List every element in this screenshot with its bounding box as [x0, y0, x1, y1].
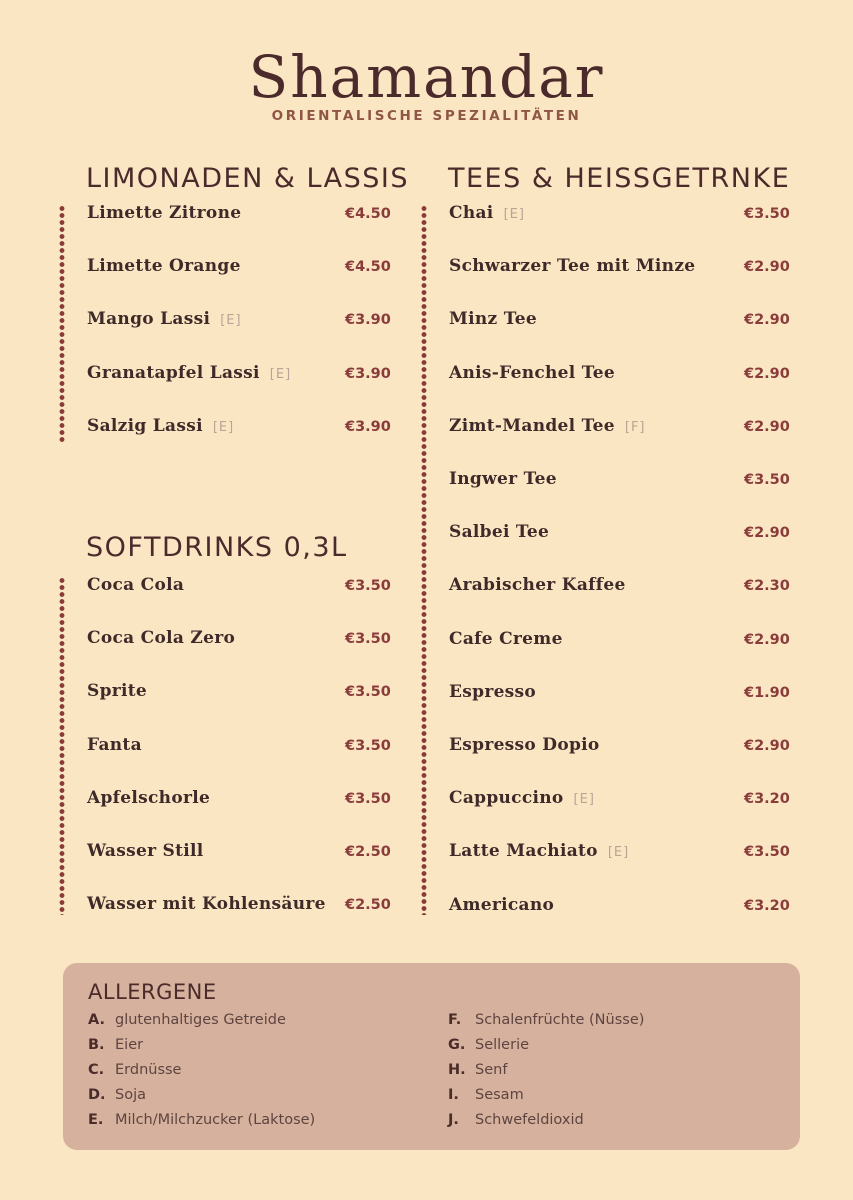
menu-item [87, 256, 241, 280]
section-title-teas: TEES & HEISSGETRNKE [448, 163, 791, 194]
allergen-label: Schalenfrüchte (Nüsse) [475, 1012, 645, 1028]
allergen-tag: [E] [212, 419, 235, 435]
menu-item [449, 575, 626, 599]
allergen-entry [88, 1062, 181, 1082]
menu-item-name: Chai [449, 203, 494, 223]
allergen-tag: [E] [503, 207, 525, 222]
menu-item [449, 309, 537, 333]
brand-header [0, 44, 853, 124]
allergen-tag: [E] [220, 313, 242, 329]
menu-item [87, 203, 241, 227]
allergen-label: Sellerie [475, 1037, 530, 1053]
section-title-lemonades: LIMONADEN & LASSIS [86, 163, 409, 194]
brand-tagline: ORIENTALISCHE SPEZIALITÄTEN [271, 108, 582, 124]
menu-item [87, 841, 204, 865]
menu-item-name: Arabischer Kaffee [449, 575, 626, 596]
menu-item [449, 203, 525, 227]
menu-item-name: Latte Machiato [449, 841, 598, 862]
menu-item-name: Apfelschorle [87, 787, 211, 808]
allergen-code: G. [448, 1037, 466, 1053]
allergen-label: Erdnüsse [115, 1062, 182, 1078]
menu-item-price: €3.50 [345, 684, 391, 701]
allergen-entry [88, 1012, 286, 1032]
menu-item [449, 363, 615, 387]
menu-item-price: €2.90 [744, 631, 790, 648]
menu-item [87, 628, 235, 652]
allergen-tag: [E] [269, 366, 292, 382]
menu-item [449, 788, 595, 812]
menu-item-name: Americano [449, 894, 555, 915]
menu-item-name: Anis-Fenchel Tee [449, 362, 615, 383]
section-title-softdrinks: SOFTDRINKS 0,3L [86, 532, 348, 563]
menu-item [87, 788, 210, 812]
allergen-entry [88, 1037, 143, 1057]
menu-item [87, 894, 326, 918]
dotted-divider [57, 205, 67, 442]
menu-item-price: €3.20 [744, 897, 790, 914]
menu-item [449, 895, 554, 919]
menu-item-name: Cafe Creme [449, 628, 563, 649]
menu-item-name: Ingwer Tee [449, 469, 557, 489]
allergen-label: glutenhaltiges Getreide [115, 1012, 286, 1028]
menu-item-price: €3.50 [345, 737, 391, 754]
menu-item-price: €3.50 [345, 631, 391, 648]
menu-item-name: Wasser Still [87, 841, 204, 861]
allergen-code: J. [448, 1112, 459, 1128]
menu-item-price: €3.20 [744, 791, 790, 808]
menu-item-price: €2.50 [345, 844, 391, 860]
menu-item-price: €1.90 [744, 684, 790, 701]
menu-item-name: Coca Cola [87, 575, 185, 595]
allergen-entry [448, 1112, 584, 1132]
allergen-code: I. [448, 1087, 459, 1103]
allergen-code: B. [88, 1037, 105, 1053]
menu-item [449, 522, 549, 546]
menu-item-name: Schwarzer Tee mit Minze [449, 256, 696, 277]
allergen-label: Sesam [475, 1087, 524, 1103]
menu-item [449, 682, 536, 706]
menu-item [87, 309, 242, 333]
menu-item-price: €2.90 [744, 259, 790, 276]
allergen-code: D. [88, 1087, 106, 1103]
menu-item-name: Sprite [87, 681, 148, 702]
allergen-code: C. [88, 1062, 105, 1078]
menu-item-name: Espresso Dopio [449, 735, 600, 755]
menu-item [449, 416, 646, 440]
menu-item-name: Fanta [87, 734, 142, 755]
allergen-label: Schwefeldioxid [475, 1112, 584, 1128]
menu-item [87, 363, 291, 387]
menu-item-price: €3.50 [744, 472, 790, 488]
menu-item-price: €3.90 [345, 418, 391, 435]
allergen-entry [448, 1062, 507, 1082]
menu-item-price: €3.90 [345, 365, 391, 382]
menu-item-name: Coca Cola Zero [87, 628, 236, 649]
menu-item-price: €2.90 [744, 525, 790, 542]
brand-name: Shamandar [248, 43, 605, 111]
menu-item-name: Wasser mit Kohlensäure [87, 894, 326, 915]
dotted-divider [419, 205, 429, 915]
menu-item-name: Mango Lassi [87, 309, 211, 330]
allergen-tag: [E] [573, 792, 595, 808]
allergen-tag: [E] [607, 845, 630, 861]
menu-item-price: €3.50 [345, 578, 391, 594]
allergen-code: E. [88, 1112, 104, 1128]
allergen-label: Eier [115, 1037, 144, 1053]
menu-item-name: Limette Zitrone [87, 203, 242, 223]
allergen-tag: [F] [624, 419, 646, 435]
menu-item [449, 469, 557, 493]
menu-item-price: €3.50 [744, 844, 790, 861]
allergen-code: H. [448, 1062, 466, 1078]
allergen-entry [88, 1112, 315, 1132]
menu-item-price: €2.90 [744, 312, 790, 329]
menu-item-price: €2.90 [744, 365, 790, 382]
menu-item-name: Granatapfel Lassi [87, 362, 260, 383]
menu-item-name: Limette Orange [87, 256, 241, 277]
menu-item [87, 735, 142, 759]
allergen-entry [448, 1012, 644, 1032]
menu-item-name: Salbei Tee [449, 522, 550, 543]
menu-item-price: €4.50 [345, 259, 391, 276]
allergen-entry [88, 1087, 146, 1107]
menu-item-price: €4.50 [345, 206, 391, 222]
menu-item-name: Zimt-Mandel Tee [449, 415, 615, 436]
menu-item-price: €2.50 [345, 897, 391, 914]
allergen-code: A. [88, 1012, 105, 1028]
menu-item [449, 629, 563, 653]
menu-item-name: Espresso [449, 681, 537, 702]
menu-item-price: €3.50 [345, 790, 391, 807]
menu-item [87, 416, 234, 440]
menu-item-name: Minz Tee [449, 309, 537, 330]
menu-item-price: €2.90 [744, 418, 790, 435]
menu-item-name: Cappuccino [449, 788, 564, 809]
menu-item-price: €2.90 [744, 738, 790, 754]
menu-item-price: €3.50 [744, 206, 790, 222]
menu-item [449, 256, 695, 280]
menu-item [87, 681, 147, 705]
allergen-entry [448, 1037, 529, 1057]
dotted-divider [57, 577, 67, 915]
allergen-label: Soja [115, 1087, 146, 1103]
allergen-title: ALLERGENE [88, 980, 217, 1004]
menu-item-price: €3.90 [345, 312, 391, 329]
allergen-entry [448, 1087, 524, 1107]
menu-item-name: Salzig Lassi [87, 415, 203, 436]
allergen-label: Senf [475, 1062, 508, 1078]
menu-item [449, 735, 600, 759]
allergen-code: F. [448, 1012, 462, 1028]
menu-item [87, 575, 184, 599]
menu-item-price: €2.30 [744, 578, 790, 595]
allergen-label: Milch/Milchzucker (Laktose) [115, 1112, 316, 1128]
menu-item [449, 841, 629, 865]
